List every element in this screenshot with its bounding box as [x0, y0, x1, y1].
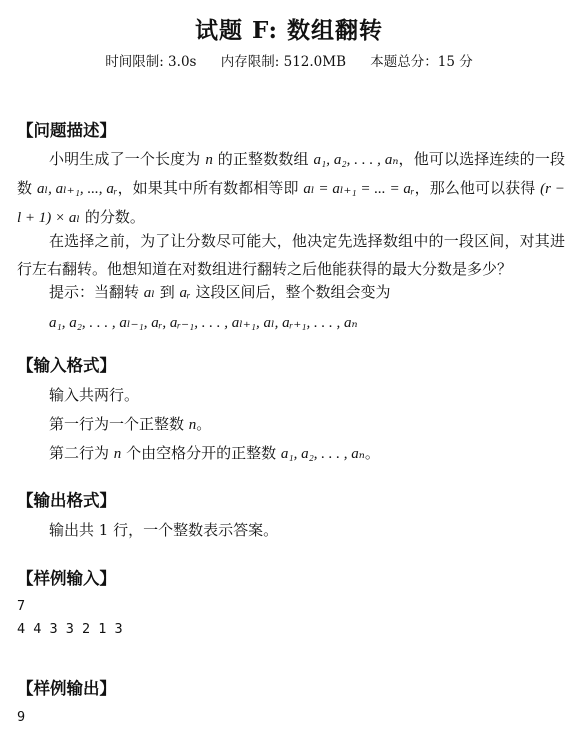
sample-output-line-1: 9: [17, 709, 26, 725]
section-heading-sample-input: 【样例输入】: [17, 569, 116, 588]
total-score: 本题总分：15 分: [370, 54, 473, 70]
problem-meta: [0, 50, 578, 70]
input-format-line-2: 第一行为一个正整数 n。: [49, 415, 212, 433]
memory-limit: 内存限制: 512.0MB: [220, 54, 346, 70]
input-format-line-1: 输入共两行。: [49, 386, 140, 404]
problem-title: 试题 F: 数组翻转: [194, 17, 383, 44]
output-format-line-1: 输出共 1 行，一个整数表示答案。: [49, 521, 279, 539]
hint-line: 提示：当翻转 aₗ 到 aᵣ 这段区间后，整个数组会变为: [49, 283, 391, 301]
input-format-line-3: 第二行为 n 个由空格分开的正整数 a₁, a₂, . . . , aₙ。: [49, 444, 380, 462]
section-heading-input: 【输入格式】: [17, 356, 116, 375]
section-heading-description: 【问题描述】: [17, 121, 116, 140]
hint-formula: a₁, a₂, . . . , aₗ₋₁, aᵣ, aᵣ₋₁, . . . , aₗ₊₁, aₗ, aᵣ₊₁, . . . , aₙ: [49, 315, 358, 331]
description-paragraph-1: 小明生成了一个长度为 n 的正整数数组 a₁, a₂, . . . , aₙ，他可以选择连续的一段数 aₗ, aₗ₊₁, ..., aᵣ，如果其中所有数都相等即 aₗ = aₗ₊₁ = ... = aᵣ，那么他可以获得 (r − l + 1) × aₗ 的分数。: [17, 150, 565, 226]
section-heading-output: 【输出格式】: [17, 491, 116, 510]
sample-input-line-1: 7: [17, 598, 26, 614]
description-paragraph-2: 在选择之前，为了让分数尽可能大，他决定先选择数组中的一段区间，对其进行左右翻转。他想知道在对数组进行翻转之后他能获得的最大分数是多少？: [17, 232, 565, 278]
section-heading-sample-output: 【样例输出】: [17, 679, 116, 698]
time-limit: 时间限制: 3.0s: [105, 54, 197, 70]
sample-input-line-2: 4 4 3 3 2 1 3: [17, 621, 123, 637]
